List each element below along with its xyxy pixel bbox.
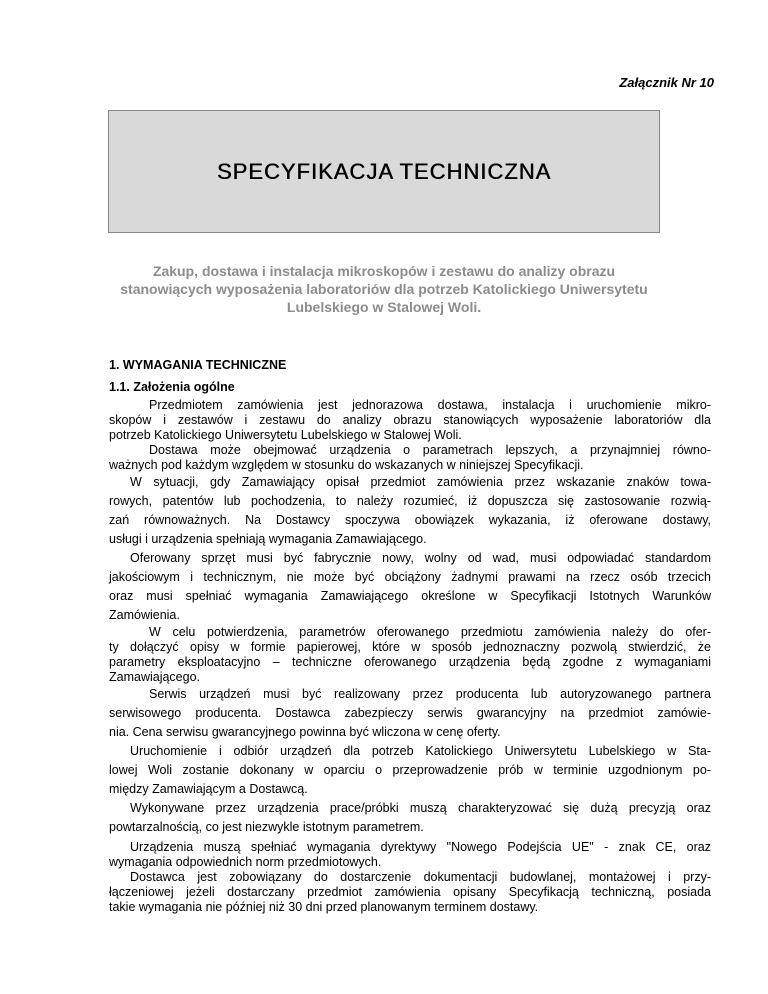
paragraph-line: jakościowym i technicznym, nie może być obciążony żadnymi prawami na rzecz osób trzecich <box>109 570 711 584</box>
document-body <box>109 358 711 915</box>
paragraph <box>109 799 711 837</box>
paragraph-line: skopów i zestawów i zestawu do analizy obrazu stanowiących wyposażenie laboratoriów dla <box>109 413 711 427</box>
paragraph-line: Urządzenia muszą spełniać wymagania dyrektywy "Nowego Podejścia UE" - znak CE, oraz <box>130 840 711 854</box>
paragraph-line: między Zamawiającym a Dostawcą. <box>109 782 308 796</box>
paragraph-line: Uruchomienie i odbiór urządzeń dla potrzeb Katolickiego Uniwersytetu Lubelskiego w Sta- <box>130 744 711 758</box>
paragraph-line: Dostawca jest zobowiązany do dostarczenie dokumentacji budowlanej, montażowej i przy- <box>130 870 711 884</box>
paragraph-line: W celu potwierdzenia, parametrów oferowanego przedmiotu zamówienia należy do ofer- <box>149 625 711 639</box>
document-title: SPECYFIKACJA TECHNICZNA <box>216 158 552 184</box>
paragraph-line: ty dołączyć opisy w formie papierowej, które w sposób jednoznaczny pozwolą stwierdzić, że <box>109 640 711 654</box>
paragraph-line: takie wymagania nie później niż 30 dni przed planowanym terminem dostawy. <box>109 900 539 914</box>
paragraph-line: oraz musi spełniać wymagania Zamawiającego określone w Specyfikacji Istotnych Warunków <box>109 589 711 603</box>
paragraph <box>109 625 711 685</box>
paragraph <box>109 685 711 742</box>
paragraph <box>109 870 711 915</box>
paragraph-line: W sytuacji, gdy Zamawiający opisał przedmiot zamówienia przez wskazanie znaków towa- <box>130 475 711 489</box>
paragraph-line: zań równoważnych. Na Dostawcy spoczywa obowiązek wykazania, iż oferowane dostawy, <box>109 513 711 527</box>
paragraph-line: potrzeb Katolickiego Uniwersytetu Lubelskiego w Stalowej Woli. <box>109 428 462 442</box>
paragraph-line: Zamawiającego. <box>109 670 201 684</box>
paragraph-line: lowej Woli zostanie dokonany w oparciu o przeprowadzenie prób w terminie uzgodnionym po- <box>109 763 711 777</box>
title-box <box>108 110 660 233</box>
paragraph <box>109 443 711 473</box>
annex-label: Załącznik Nr 10 <box>619 75 714 90</box>
section-heading: 1. WYMAGANIA TECHNICZNE <box>109 358 287 372</box>
paragraph-line: powtarzalnością, co jest niezwykle istotnym parametrem. <box>109 820 424 834</box>
paragraph-line: Zamówienia. <box>109 608 180 622</box>
paragraph-line: łączeniowej jeżeli dostarczany przedmiot zamówienia opisany Specyfikacją techniczną, posiada <box>109 885 711 899</box>
paragraph-line: Serwis urządzeń musi być realizowany przez producenta lub autoryzowanego partnera <box>149 687 711 701</box>
paragraph-line: Dostawa może obejmować urządzenia o parametrach lepszych, a przynajmniej równo- <box>149 443 711 457</box>
paragraph-line: Oferowany sprzęt musi być fabrycznie nowy, wolny od wad, musi odpowiadać standardom <box>130 551 711 565</box>
document-subtitle <box>90 262 678 316</box>
paragraph <box>109 549 711 625</box>
paragraph <box>109 840 711 870</box>
paragraph-line: Przedmiotem zamówienia jest jednorazowa dostawa, instalacja i uruchomienie mikro- <box>149 398 711 412</box>
subsection-heading: 1.1. Założenia ogólne <box>109 380 235 394</box>
paragraph <box>109 742 711 799</box>
paragraph-line: wymagania odpowiednich norm przedmiotowych. <box>109 855 382 869</box>
paragraph-line: ważnych pod każdym względem w stosunku do wskazanych w niniejszej Specyfikacji. <box>109 458 584 472</box>
subtitle-line: Lubelskiego w Stalowej Woli. <box>286 299 482 315</box>
subtitle-line: Zakup, dostawa i instalacja mikroskopów i zestawu do analizy obrazu <box>152 263 616 279</box>
paragraph <box>109 473 711 549</box>
paragraph-line: rowych, patentów lub pochodzenia, to należy rozumieć, iż dopuszcza się zastosowanie rozwią- <box>109 494 711 508</box>
subtitle-line: stanowiących wyposażenia laboratoriów dla potrzeb Katolickiego Uniwersytetu <box>120 281 648 297</box>
paragraph-line: usługi i urządzenia spełniają wymagania Zamawiającego. <box>109 532 427 546</box>
paragraph <box>109 398 711 443</box>
paragraph-line: Wykonywane przez urządzenia prace/próbki muszą charakteryzować się dużą precyzją oraz <box>130 801 711 815</box>
paragraph-line: nia. Cena serwisu gwarancyjnego powinna być wliczona w cenę oferty. <box>109 725 501 739</box>
paragraph-line: parametry eksploatacyjno – techniczne oferowanego urządzenia będą zgodne z wymaganiami <box>109 655 711 669</box>
paragraph-line: serwisowego producenta. Dostawca zabezpieczy serwis gwarancyjny na przedmiot zamówie- <box>109 706 711 720</box>
